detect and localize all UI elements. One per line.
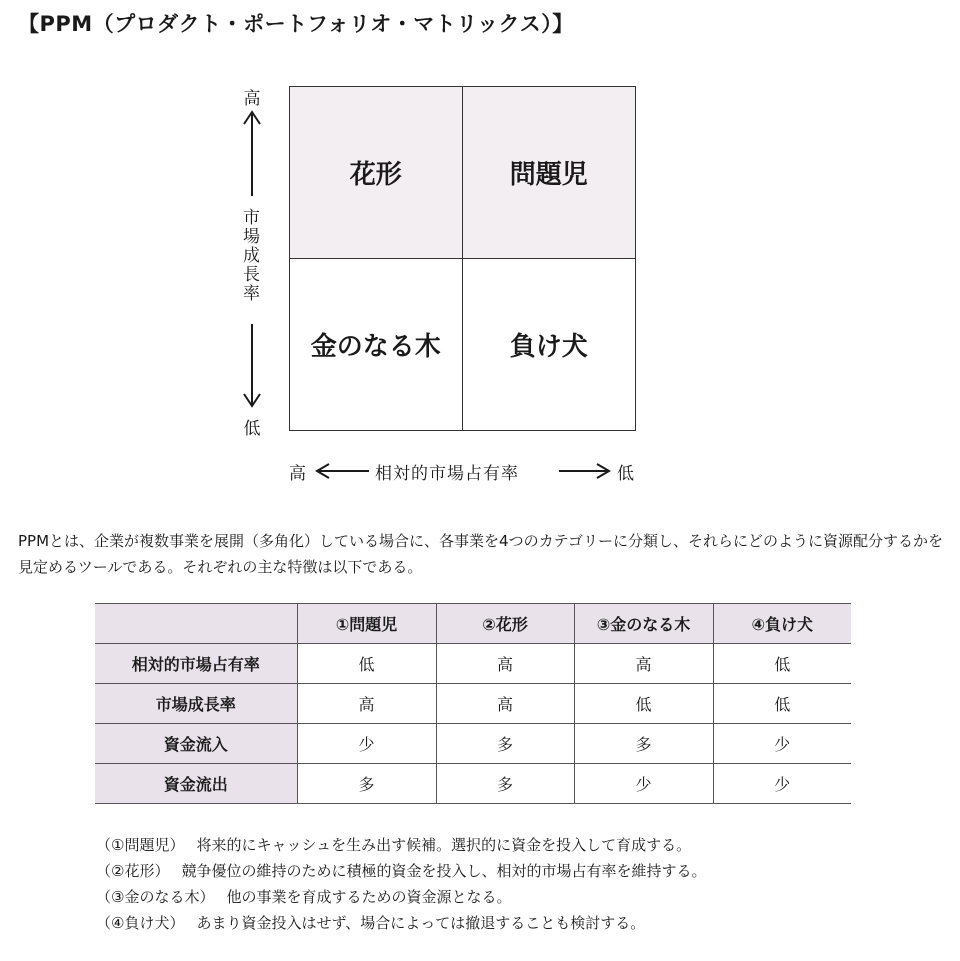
- y-axis-label: 市場成長率: [239, 208, 259, 303]
- table-cell: 低: [713, 684, 851, 724]
- table-cell: 多: [436, 764, 574, 804]
- row-label: 相対的市場占有率: [95, 644, 297, 684]
- x-axis: [283, 457, 643, 483]
- matrix-cell-star: 花形: [290, 87, 463, 259]
- table-cell: 少: [713, 764, 851, 804]
- list-item: [96, 910, 706, 936]
- note-label: （③金のなる木）: [96, 888, 215, 906]
- note-text: 他の事業を育成するための資金源となる。: [226, 888, 512, 906]
- table-row: [95, 644, 851, 684]
- table-header-dog: ④負け犬: [713, 604, 851, 644]
- row-label: 市場成長率: [95, 684, 297, 724]
- list-item: [96, 832, 706, 858]
- table-cell: 高: [574, 644, 713, 684]
- x-axis-high-label: 高: [289, 464, 306, 484]
- table-header-star: ②花形: [436, 604, 574, 644]
- table-row: [95, 684, 851, 724]
- list-item: [96, 884, 706, 910]
- note-label: （④負け犬）: [96, 914, 185, 932]
- table-header-corner: [95, 604, 297, 644]
- table-cell: 少: [574, 764, 713, 804]
- note-label: （①問題児）: [96, 836, 185, 854]
- table-cell: 少: [297, 724, 436, 764]
- matrix-cell-cash-cow: 金のなる木: [290, 259, 463, 431]
- table-row: [95, 764, 851, 804]
- note-text: あまり資金投入はせず、場合によっては撤退することも検討する。: [196, 914, 646, 932]
- table-cell: 高: [297, 684, 436, 724]
- table-cell: 低: [713, 644, 851, 684]
- table-cell: 少: [713, 724, 851, 764]
- note-text: 将来的にキャッシュを生み出す候補。選択的に資金を投入して育成する。: [196, 836, 692, 854]
- table-cell: 高: [436, 644, 574, 684]
- matrix-cell-dog: 負け犬: [463, 259, 636, 431]
- note-text: 競争優位の維持のために積極的資金を投入し、相対的市場占有率を維持する。: [181, 862, 707, 880]
- table-cell: 多: [574, 724, 713, 764]
- y-axis: [230, 84, 274, 439]
- notes-list: [96, 832, 706, 936]
- table-cell: 低: [574, 684, 713, 724]
- x-axis-label: 相対的市場占有率: [375, 464, 519, 484]
- table-cell: 多: [436, 724, 574, 764]
- y-axis-high-label: 高: [243, 89, 261, 109]
- matrix-cell-question-mark: 問題児: [463, 87, 636, 259]
- page-heading: 【PPM（プロダクト・ポートフォリオ・マトリックス）】: [18, 12, 574, 36]
- list-item: [96, 858, 706, 884]
- table-header-question-mark: ①問題児: [297, 604, 436, 644]
- table-row: [95, 724, 851, 764]
- intro-paragraph: PPMとは、企業が複数事業を展開（多角化）している場合に、各事業を4つのカテゴリーに分類し、それらにどのように資源配分するかを見定めるツールである。それぞれの主な特徴は以下である。: [18, 532, 943, 576]
- y-axis-low-label: 低: [243, 419, 261, 439]
- table-header-row: [95, 604, 851, 644]
- characteristics-table: [95, 603, 851, 804]
- x-axis-low-label: 低: [617, 464, 634, 484]
- table-cell: 多: [297, 764, 436, 804]
- table-header-cash-cow: ③金のなる木: [574, 604, 713, 644]
- table-cell: 高: [436, 684, 574, 724]
- note-label: （②花形）: [96, 862, 170, 880]
- row-label: 資金流出: [95, 764, 297, 804]
- ppm-matrix: [289, 86, 636, 431]
- table-cell: 低: [297, 644, 436, 684]
- row-label: 資金流入: [95, 724, 297, 764]
